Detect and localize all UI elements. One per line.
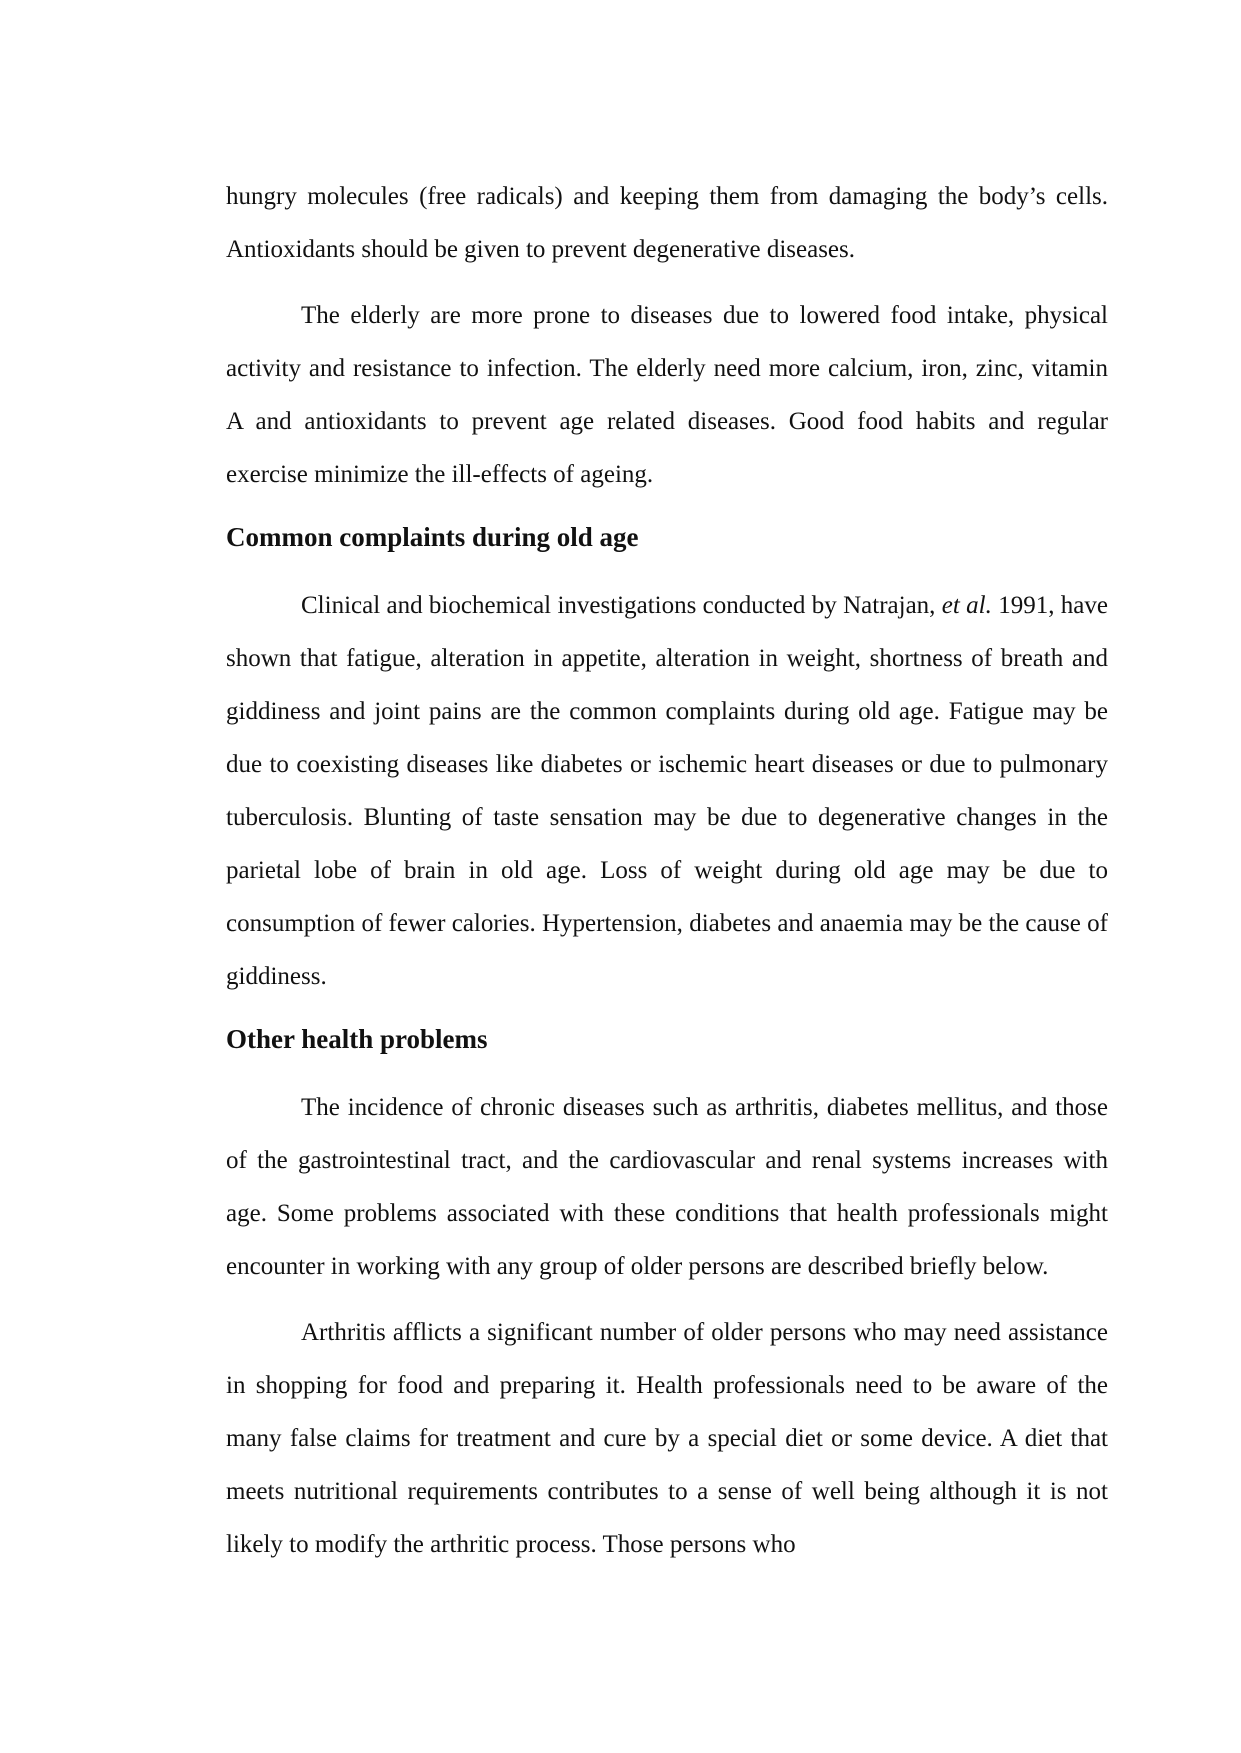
paragraph-arthritis: Arthritis afflicts a significant number of older persons who may need assistance in shopping for food and preparing it. Health professionals need to be aware of the many false claims for treatment and cure by a special diet or some device. A diet that meets nutritional requirements contributes to a sense of well being although it is not likely to modify the arthritic process. Those persons who — [226, 1319, 1108, 1558]
paragraph-chronic-diseases: The incidence of chronic diseases such as arthritis, diabetes mellitus, and those of the gastrointestinal tract, and the cardiovascular and renal systems increases with age. Some problems associated with these conditions that health professionals might encounter in working with any group of older persons are described briefly below. — [226, 1094, 1108, 1280]
paragraph-text-start: Clinical and biochemical investigations conducted by Natrajan, — [301, 592, 942, 619]
paragraph-text-rest: 1991, have shown that fatigue, alteration in appetite, alteration in weight, shortness of breath and giddiness and joint pains are the common complaints during old age. Fatigue may be due to coexisting diseases like diabetes or ischemic heart diseases or due to pulmonary tuberculosis. Blunting of taste sensation may be due to degenerative changes in the parietal lobe of brain in old age. Loss of weight during old age may be due to consumption of fewer calories. Hypertension, diabetes and anaemia may be the cause of giddiness. — [226, 592, 1108, 990]
heading-other-health-problems: Other health problems — [226, 1024, 488, 1054]
document-page — [226, 170, 1108, 1571]
paragraph-antioxidants-continued: hungry molecules (free radicals) and keeping them from damaging the body’s cells. Antioxidants should be given to prevent degenerative diseases. — [226, 183, 1108, 263]
heading-common-complaints: Common complaints during old age — [226, 522, 639, 552]
paragraph-elderly-diseases: The elderly are more prone to diseases due to lowered food intake, physical activity and resistance to infection. The elderly need more calcium, iron, zinc, vitamin A and antioxidants to prevent age related diseases. Good food habits and regular exercise minimize the ill-effects of ageing. — [226, 302, 1108, 488]
citation-et-al: et al. — [941, 592, 992, 619]
paragraph-common-complaints — [226, 579, 1108, 1003]
